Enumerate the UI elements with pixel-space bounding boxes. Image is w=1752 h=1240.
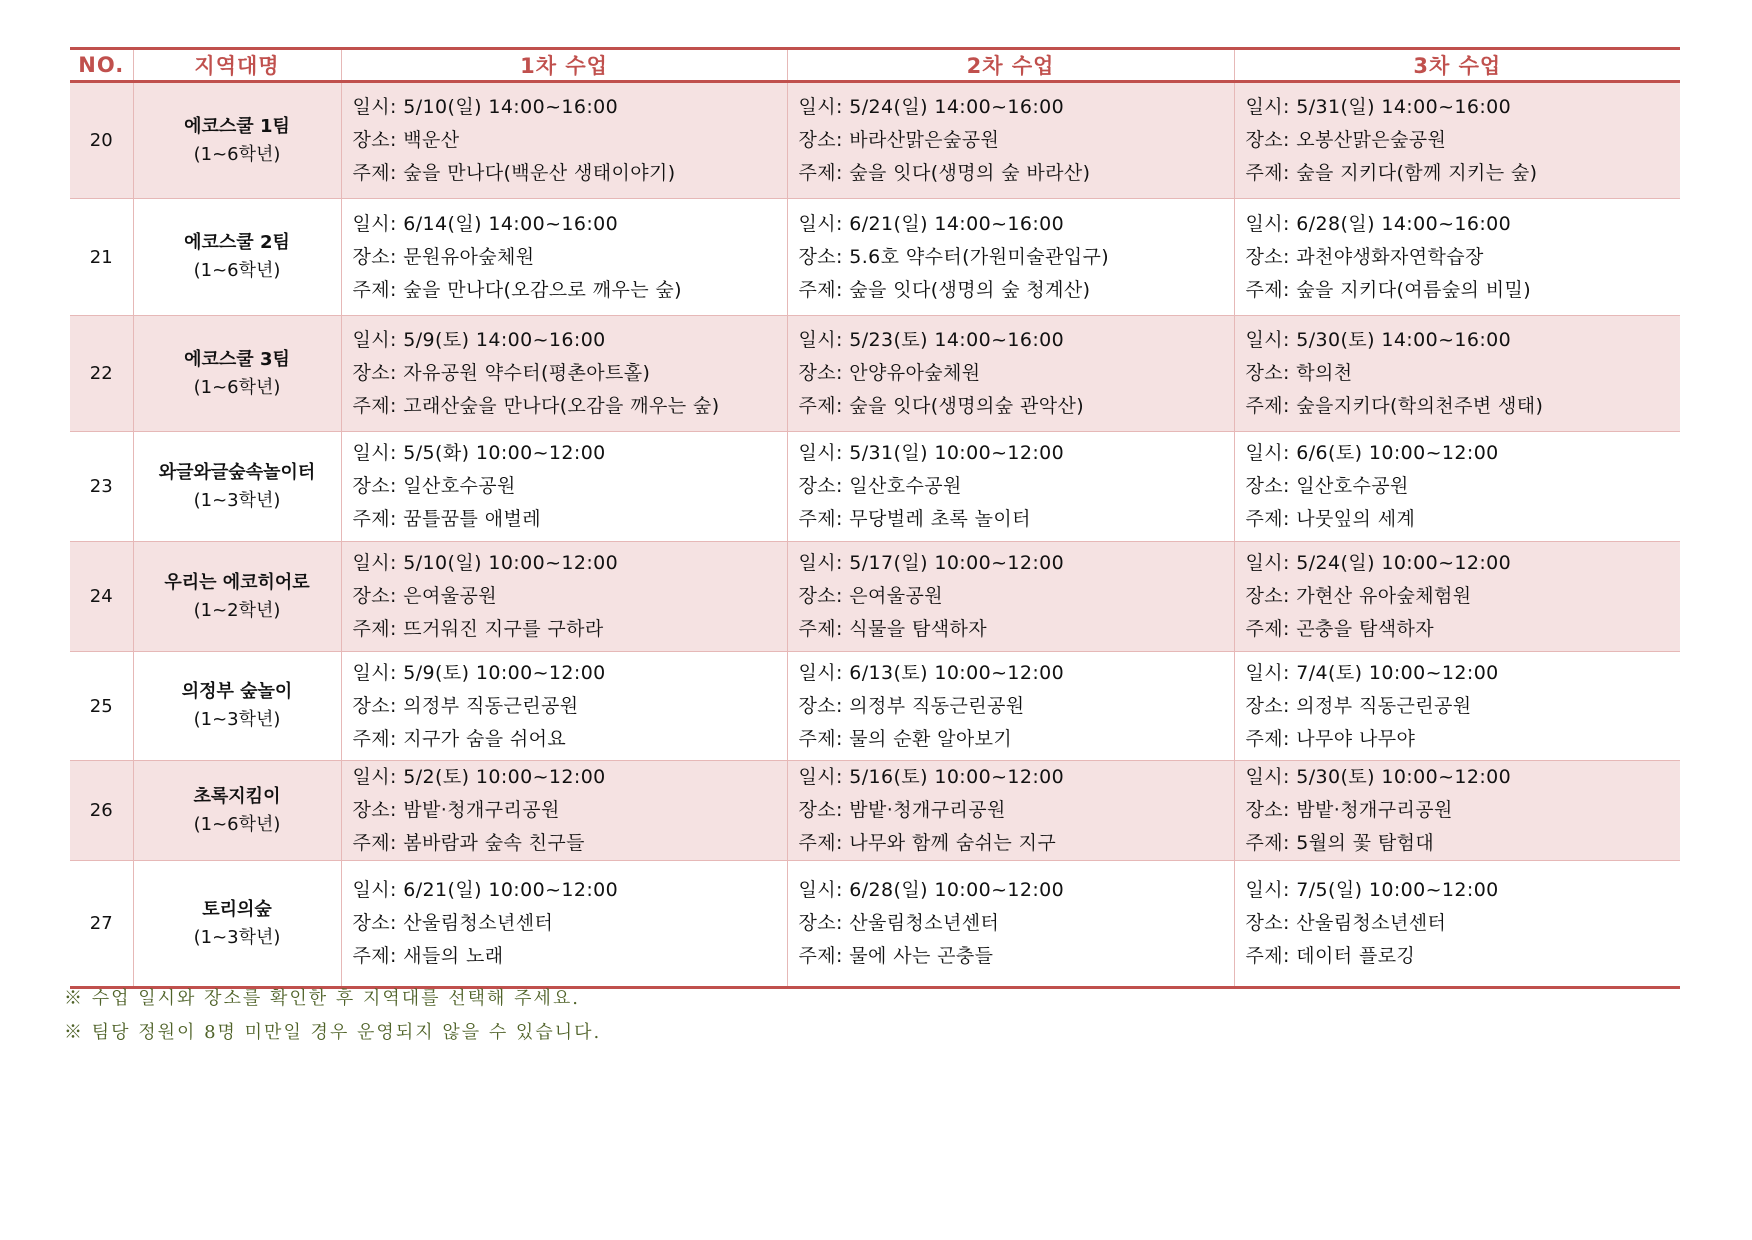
header-session-3: 3차 수업 xyxy=(1234,49,1680,82)
session-date: 일시: 5/30(토) 10:00~12:00 xyxy=(1245,766,1512,788)
table-row xyxy=(70,316,1680,432)
team-cell xyxy=(133,199,341,316)
session-topic: 주제: 꿈틀꿈틀 애벌레 xyxy=(352,508,541,530)
session-3-cell xyxy=(1234,861,1680,988)
session-place: 장소: 밤밭‧청개구리공원 xyxy=(352,799,560,821)
header-session-1: 1차 수업 xyxy=(341,49,787,82)
session-place: 장소: 의정부 직동근린공원 xyxy=(798,694,1025,717)
session-topic: 주제: 나무야 나무야 xyxy=(1245,727,1416,750)
team-name: 초록지킴이 xyxy=(193,785,281,807)
session-topic: 주제: 뜨거워진 지구를 구하라 xyxy=(352,618,604,640)
table-row xyxy=(70,652,1680,761)
session-3-cell xyxy=(1234,652,1680,761)
session-topic: 주제: 식물을 탐색하자 xyxy=(798,618,987,640)
session-1-cell xyxy=(341,82,787,199)
session-topic: 주제: 숲을 잇다(생명의 숲 청계산) xyxy=(798,278,1091,301)
header-team-name: 지역대명 xyxy=(133,49,341,82)
session-3-cell xyxy=(1234,761,1680,861)
session-place: 장소: 일산호수공원 xyxy=(1245,475,1409,497)
session-2-cell xyxy=(787,861,1234,988)
session-date: 일시: 5/17(일) 10:00~12:00 xyxy=(798,552,1065,574)
session-date: 일시: 5/5(화) 10:00~12:00 xyxy=(352,442,606,464)
session-topic: 주제: 새들의 노래 xyxy=(352,945,504,967)
session-1-cell xyxy=(341,652,787,761)
session-topic: 주제: 고래산숲을 만나다(오감을 깨우는 숲) xyxy=(352,395,720,417)
session-place: 장소: 밤밭‧청개구리공원 xyxy=(1245,799,1453,821)
team-grade: (1~6학년) xyxy=(193,143,281,165)
session-date: 일시: 6/28(일) 10:00~12:00 xyxy=(798,879,1065,901)
team-cell xyxy=(133,82,341,199)
session-date: 일시: 5/10(일) 14:00~16:00 xyxy=(352,96,619,118)
session-place: 장소: 산울림청소년센터 xyxy=(352,912,554,934)
footnote: ※ 수업 일시와 장소를 확인한 후 지역대를 선택해 주세요. xyxy=(64,988,581,1009)
session-place: 장소: 안양유아숲체원 xyxy=(798,362,981,384)
session-topic: 주제: 지구가 숨을 쉬어요 xyxy=(352,727,567,750)
session-place: 장소: 5.6호 약수터(가원미술관입구) xyxy=(798,245,1110,268)
team-name: 와글와글숲속놀이터 xyxy=(158,461,316,483)
session-1-cell xyxy=(341,432,787,542)
session-place: 장소: 백운산 xyxy=(352,129,460,151)
session-date: 일시: 5/31(일) 10:00~12:00 xyxy=(798,442,1065,464)
session-3-cell xyxy=(1234,199,1680,316)
session-topic: 주제: 숲을 잇다(생명의숲 관악산) xyxy=(798,395,1085,417)
session-1-cell xyxy=(341,861,787,988)
session-3-cell xyxy=(1234,316,1680,432)
session-topic: 주제: 데이터 플로깅 xyxy=(1245,945,1416,967)
session-date: 일시: 6/13(토) 10:00~12:00 xyxy=(798,661,1065,684)
session-place: 장소: 학의천 xyxy=(1245,362,1353,384)
team-cell xyxy=(133,432,341,542)
session-topic: 주제: 숲을 지키다(여름숲의 비밀) xyxy=(1245,278,1532,301)
session-date: 일시: 7/4(토) 10:00~12:00 xyxy=(1245,661,1499,684)
session-place: 장소: 자유공원 약수터(평촌아트홀) xyxy=(352,362,651,384)
session-place: 장소: 일산호수공원 xyxy=(352,475,516,497)
session-topic: 주제: 나무와 함께 숨쉬는 지구 xyxy=(798,832,1057,854)
session-date: 일시: 5/9(토) 14:00~16:00 xyxy=(352,329,606,351)
session-topic: 주제: 봄바람과 숲속 친구들 xyxy=(352,832,585,854)
session-place: 장소: 바라산맑은숲공원 xyxy=(798,129,1000,151)
team-grade: (1~3학년) xyxy=(193,489,281,511)
session-date: 일시: 6/14(일) 14:00~16:00 xyxy=(352,212,619,235)
footnote: ※ 팀당 정원이 8명 미만일 경우 운영되지 않을 수 있습니다. xyxy=(64,1022,602,1043)
session-date: 일시: 5/9(토) 10:00~12:00 xyxy=(352,661,606,684)
session-date: 일시: 5/24(일) 14:00~16:00 xyxy=(798,96,1065,118)
session-place: 장소: 오봉산맑은숲공원 xyxy=(1245,129,1447,151)
team-name: 에코스쿨 3팀 xyxy=(184,348,290,370)
session-date: 일시: 6/6(토) 10:00~12:00 xyxy=(1245,442,1499,464)
session-topic: 주제: 숲을 잇다(생명의 숲 바라산) xyxy=(798,162,1091,184)
session-1-cell xyxy=(341,199,787,316)
header-row xyxy=(70,49,1680,82)
team-grade: (1~3학년) xyxy=(193,926,281,948)
team-grade: (1~3학년) xyxy=(193,709,281,730)
session-3-cell xyxy=(1234,542,1680,652)
team-grade: (1~6학년) xyxy=(193,260,281,281)
session-place: 장소: 의정부 직동근린공원 xyxy=(1245,694,1472,717)
session-place: 장소: 문원유아숲체원 xyxy=(352,245,535,268)
team-name: 토리의숲 xyxy=(202,898,272,920)
session-place: 장소: 과천야생화자연학습장 xyxy=(1245,245,1484,268)
session-place: 장소: 일산호수공원 xyxy=(798,475,962,497)
session-2-cell xyxy=(787,82,1234,199)
session-place: 장소: 은여울공원 xyxy=(352,585,498,607)
session-date: 일시: 5/2(토) 10:00~12:00 xyxy=(352,766,606,788)
team-cell xyxy=(133,861,341,988)
team-name: 의정부 숲놀이 xyxy=(181,681,293,702)
session-2-cell xyxy=(787,316,1234,432)
session-date: 일시: 5/10(일) 10:00~12:00 xyxy=(352,552,619,574)
footnotes xyxy=(64,982,601,1050)
session-date: 일시: 5/30(토) 14:00~16:00 xyxy=(1245,329,1512,351)
session-topic: 주제: 숲을 지키다(함께 지키는 숲) xyxy=(1245,162,1538,184)
session-3-cell xyxy=(1234,82,1680,199)
session-topic: 주제: 곤충을 탐색하자 xyxy=(1245,618,1434,640)
team-grade: (1~6학년) xyxy=(193,813,281,835)
session-topic: 주제: 숲을 만나다(오감으로 깨우는 숲) xyxy=(352,278,682,301)
row-number: 26 xyxy=(70,761,133,861)
row-number: 27 xyxy=(70,861,133,988)
session-place: 장소: 밤밭‧청개구리공원 xyxy=(798,799,1006,821)
team-name: 에코스쿨 2팀 xyxy=(184,232,290,253)
session-1-cell xyxy=(341,761,787,861)
session-place: 장소: 산울림청소년센터 xyxy=(1245,912,1447,934)
header-session-2: 2차 수업 xyxy=(787,49,1234,82)
session-topic: 주제: 숲을 만나다(백운산 생태이야기) xyxy=(352,162,676,184)
row-number: 24 xyxy=(70,542,133,652)
session-2-cell xyxy=(787,432,1234,542)
session-place: 장소: 가현산 유아숲체험원 xyxy=(1245,585,1472,607)
header-no: NO. xyxy=(70,49,133,82)
session-1-cell xyxy=(341,316,787,432)
session-topic: 주제: 물의 순환 알아보기 xyxy=(798,727,1013,750)
session-place: 장소: 의정부 직동근린공원 xyxy=(352,694,579,717)
team-cell xyxy=(133,761,341,861)
session-date: 일시: 5/23(토) 14:00~16:00 xyxy=(798,329,1065,351)
table-row xyxy=(70,861,1680,988)
session-place: 장소: 은여울공원 xyxy=(798,585,944,607)
session-topic: 주제: 물에 사는 곤충들 xyxy=(798,945,994,967)
table-row xyxy=(70,542,1680,652)
session-topic: 주제: 숲을지키다(학의천주변 생태) xyxy=(1245,395,1544,417)
session-2-cell xyxy=(787,761,1234,861)
session-date: 일시: 6/21(일) 10:00~12:00 xyxy=(352,879,619,901)
session-2-cell xyxy=(787,652,1234,761)
table-row xyxy=(70,199,1680,316)
row-number: 21 xyxy=(70,199,133,316)
team-cell xyxy=(133,652,341,761)
team-grade: (1~2학년) xyxy=(193,599,281,621)
session-3-cell xyxy=(1234,432,1680,542)
team-cell xyxy=(133,316,341,432)
session-date: 일시: 5/16(토) 10:00~12:00 xyxy=(798,766,1065,788)
team-cell xyxy=(133,542,341,652)
session-date: 일시: 5/31(일) 14:00~16:00 xyxy=(1245,96,1512,118)
table-row xyxy=(70,761,1680,861)
session-2-cell xyxy=(787,199,1234,316)
session-date: 일시: 6/21(일) 14:00~16:00 xyxy=(798,212,1065,235)
session-topic: 주제: 나뭇잎의 세계 xyxy=(1245,508,1416,530)
session-topic: 주제: 5월의 꽃 탐험대 xyxy=(1245,832,1435,854)
session-topic: 주제: 무당벌레 초록 놀이터 xyxy=(798,508,1031,530)
table-row xyxy=(70,432,1680,542)
table-row xyxy=(70,82,1680,199)
session-1-cell xyxy=(341,542,787,652)
team-grade: (1~6학년) xyxy=(193,376,281,398)
session-date: 일시: 5/24(일) 10:00~12:00 xyxy=(1245,552,1512,574)
row-number: 25 xyxy=(70,652,133,761)
session-place: 장소: 산울림청소년센터 xyxy=(798,912,1000,934)
team-name: 에코스쿨 1팀 xyxy=(184,115,290,137)
schedule-table xyxy=(70,47,1680,989)
row-number: 20 xyxy=(70,82,133,199)
team-name: 우리는 에코히어로 xyxy=(164,571,310,593)
session-2-cell xyxy=(787,542,1234,652)
row-number: 22 xyxy=(70,316,133,432)
row-number: 23 xyxy=(70,432,133,542)
session-date: 일시: 7/5(일) 10:00~12:00 xyxy=(1245,879,1499,901)
session-date: 일시: 6/28(일) 14:00~16:00 xyxy=(1245,212,1512,235)
